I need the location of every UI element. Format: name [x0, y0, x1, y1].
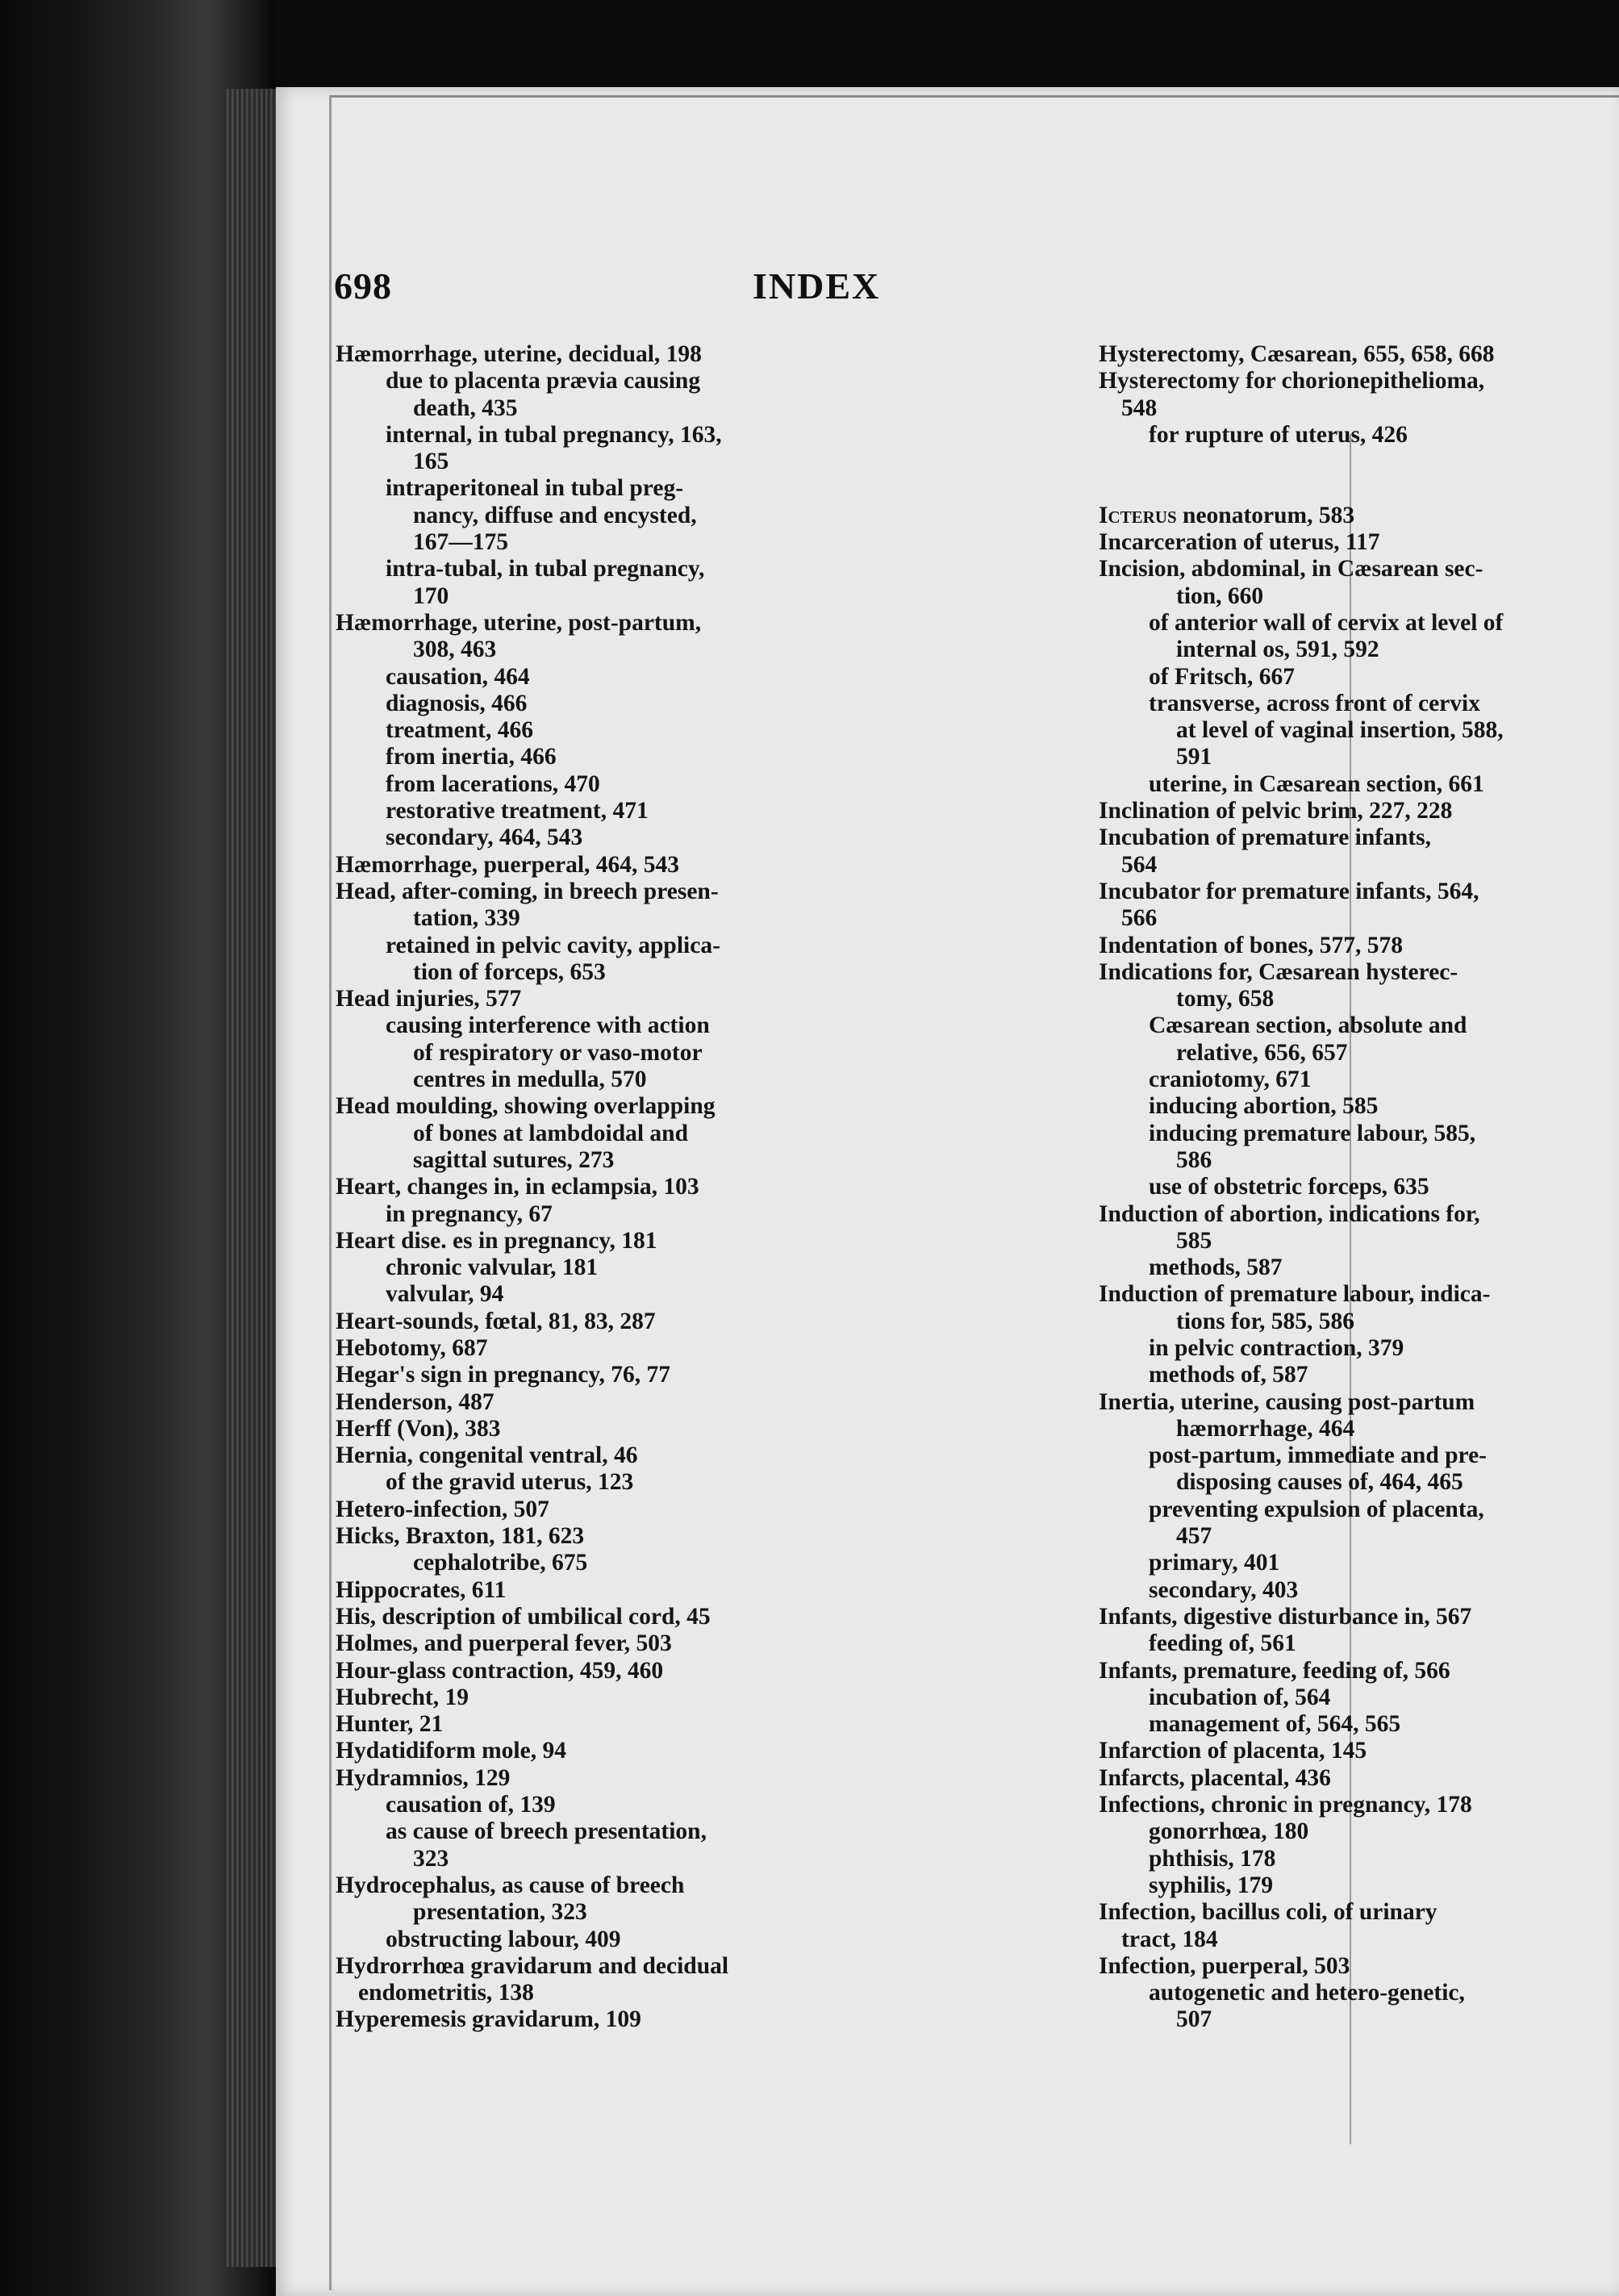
index-entry: primary, 401	[1149, 1550, 1280, 1576]
index-entry: syphilis, 179	[1149, 1872, 1274, 1898]
index-entry: intra-tubal, in tubal pregnancy,	[386, 556, 705, 582]
index-entry: of Fritsch, 667	[1149, 663, 1296, 690]
index-entry: causation, 464	[386, 663, 530, 690]
index-entry: tion of forceps, 653	[413, 958, 606, 985]
index-entry: of anterior wall of cervix at level of	[1149, 609, 1504, 636]
index-column-right	[1099, 341, 1583, 2034]
index-entry: in pelvic contraction, 379	[1149, 1334, 1404, 1361]
index-entry: transverse, across front of cervix	[1149, 690, 1480, 716]
index-entry: Incubator for premature infants, 564,	[1099, 878, 1479, 904]
index-entry: Hydrorrhœa gravidarum and decidual	[336, 1952, 729, 1979]
index-entry: preventing expulsion of placenta,	[1149, 1496, 1484, 1522]
index-entry: 170	[413, 582, 449, 609]
index-entry: Incarceration of uterus, 117	[1099, 529, 1380, 556]
index-entry: restorative treatment, 471	[386, 798, 649, 824]
index-entry: nancy, diffuse and encysted,	[413, 502, 697, 528]
index-entry: internal os, 591, 592	[1176, 637, 1379, 663]
index-entry: Hæmorrhage, puerperal, 464, 543	[336, 851, 680, 878]
index-entry: diagnosis, 466	[386, 690, 528, 716]
index-entry: Heart dise. es in pregnancy, 181	[336, 1227, 657, 1254]
index-entry: due to placenta prævia causing	[386, 368, 701, 394]
index-entry: Incubation of premature infants,	[1099, 824, 1431, 851]
index-entry: Henderson, 487	[336, 1388, 494, 1415]
index-entry: inducing premature labour, 585,	[1149, 1120, 1476, 1146]
index-entry: incubation of, 564	[1149, 1684, 1331, 1710]
index-entry: obstructing labour, 409	[386, 1926, 621, 1952]
index-entry: 167—175	[413, 529, 508, 556]
index-entry: Head, after-coming, in breech presen-	[336, 878, 719, 904]
index-entry: Cæsarean section, absolute and	[1149, 1012, 1467, 1039]
index-entry: as cause of breech presentation,	[386, 1818, 707, 1845]
index-entry: Hour-glass contraction, 459, 460	[336, 1657, 664, 1684]
index-entry: Infants, digestive disturbance in, 567	[1099, 1603, 1472, 1630]
index-entry: internal, in tubal pregnancy, 163,	[386, 421, 722, 448]
index-entry: intraperitoneal in tubal preg-	[386, 475, 684, 502]
index-entry: tion, 660	[1176, 582, 1264, 609]
index-entry: Herff (Von), 383	[336, 1415, 501, 1442]
index-entry: autogenetic and hetero-genetic,	[1149, 1980, 1465, 2006]
index-entry: cephalotribe, 675	[413, 1550, 588, 1576]
index-entry: disposing causes of, 464, 465	[1176, 1469, 1463, 1496]
index-entry: use of obstetric forceps, 635	[1149, 1174, 1429, 1200]
index-entry: Hernia, congenital ventral, 46	[336, 1442, 638, 1469]
index-entry: sagittal sutures, 273	[413, 1146, 615, 1173]
index-entry: uterine, in Cæsarean section, 661	[1149, 770, 1484, 797]
page-edges	[226, 89, 276, 2267]
index-entry: His, description of umbilical cord, 45	[336, 1603, 711, 1630]
index-entry: Hydramnios, 129	[336, 1764, 511, 1791]
index-entry: Hæmorrhage, uterine, post-partum,	[336, 609, 702, 636]
index-entry: inducing abortion, 585	[1149, 1093, 1379, 1120]
index-entry: Inertia, uterine, causing post-partum	[1099, 1388, 1475, 1415]
index-entry: Infection, bacillus coli, of urinary	[1099, 1899, 1437, 1926]
book-page	[276, 87, 1619, 2296]
index-entry: Hydatidiform mole, 94	[336, 1738, 566, 1764]
index-entry: Hæmorrhage, uterine, decidual, 198	[336, 341, 702, 367]
index-entry: 566	[1121, 905, 1158, 932]
index-entry: from inertia, 466	[386, 744, 557, 770]
index-entry: Head injuries, 577	[336, 986, 522, 1012]
index-entry: death, 435	[413, 394, 518, 421]
index-entry: 323	[413, 1845, 449, 1872]
index-entry: 585	[1176, 1227, 1212, 1254]
index-entry: Hubrecht, 19	[336, 1684, 469, 1710]
index-entry: Infections, chronic in pregnancy, 178	[1099, 1792, 1472, 1818]
index-entry: management of, 564, 565	[1149, 1711, 1401, 1738]
index-entry: of respiratory or vaso-motor	[413, 1039, 703, 1066]
running-header	[334, 265, 1383, 313]
index-entry: Infarction of placenta, 145	[1099, 1738, 1367, 1764]
index-entry: presentation, 323	[413, 1899, 587, 1926]
index-entry: from lacerations, 470	[386, 770, 600, 797]
index-entry: causation of, 139	[386, 1792, 556, 1818]
index-entry: Indentation of bones, 577, 578	[1099, 932, 1404, 958]
index-entry: Induction of abortion, indications for,	[1099, 1200, 1480, 1227]
index-entry: of bones at lambdoidal and	[413, 1120, 688, 1146]
blank-line	[1099, 449, 1583, 475]
index-entry: methods, 587	[1149, 1254, 1283, 1281]
index-entry: post-partum, immediate and pre-	[1149, 1442, 1487, 1469]
index-entry: Hunter, 21	[336, 1711, 444, 1738]
index-entry: Icterus neonatorum, 583	[1099, 502, 1355, 528]
index-entry: feeding of, 561	[1149, 1630, 1296, 1657]
index-entry: causing interference with action	[386, 1012, 710, 1039]
index-entry: Induction of premature labour, indica-	[1099, 1281, 1491, 1308]
index-entry: secondary, 403	[1149, 1576, 1299, 1603]
index-entry: tions for, 585, 586	[1176, 1308, 1354, 1334]
index-entry: Holmes, and puerperal fever, 503	[336, 1630, 672, 1657]
index-entry: Hicks, Braxton, 181, 623	[336, 1523, 585, 1550]
index-entry: Inclination of pelvic brim, 227, 228	[1099, 798, 1453, 824]
index-entry: Hippocrates, 611	[336, 1576, 507, 1603]
index-entry: Hysterectomy for chorionepithelioma,	[1099, 368, 1485, 394]
page-number: 698	[334, 265, 392, 307]
index-entry: endometritis, 138	[358, 1980, 534, 2006]
index-entry: 586	[1176, 1146, 1212, 1173]
index-entry: 564	[1121, 851, 1158, 878]
index-entry: Heart-sounds, fœtal, 81, 83, 287	[336, 1308, 656, 1334]
index-entry: in pregnancy, 67	[386, 1200, 553, 1227]
index-entry: hæmorrhage, 464	[1176, 1415, 1355, 1442]
index-entry: valvular, 94	[386, 1281, 504, 1308]
index-entry: craniotomy, 671	[1149, 1067, 1312, 1093]
index-entry: gonorrhœa, 180	[1149, 1818, 1309, 1845]
index-entry: Infection, puerperal, 503	[1099, 1952, 1350, 1979]
index-entry: chronic valvular, 181	[386, 1254, 599, 1281]
index-entry: 308, 463	[413, 637, 497, 663]
index-entry: Infarcts, placental, 436	[1099, 1764, 1331, 1791]
index-entry: tomy, 658	[1176, 986, 1275, 1012]
index-entry: Hegar's sign in pregnancy, 76, 77	[336, 1362, 670, 1388]
index-entry: Incision, abdominal, in Cæsarean sec-	[1099, 556, 1483, 582]
index-column-left	[336, 341, 795, 2034]
index-entry: phthisis, 178	[1149, 1845, 1276, 1872]
index-entry: Hyperemesis gravidarum, 109	[336, 2006, 641, 2033]
index-entry: treatment, 466	[386, 717, 533, 744]
index-entry: retained in pelvic cavity, applica-	[386, 932, 720, 958]
index-entry: for rupture of uterus, 426	[1149, 421, 1408, 448]
index-entry: 457	[1176, 1523, 1212, 1550]
index-entry: Head moulding, showing overlapping	[336, 1093, 716, 1120]
index-entry: tation, 339	[413, 905, 520, 932]
index-entry: 165	[413, 449, 449, 475]
index-entry: Infants, premature, feeding of, 566	[1099, 1657, 1450, 1684]
index-entry: Hysterectomy, Cæsarean, 655, 658, 668	[1099, 341, 1495, 367]
index-entry: 591	[1176, 744, 1212, 770]
running-title: INDEX	[753, 265, 881, 307]
index-entry: centres in medulla, 570	[413, 1067, 647, 1093]
blank-line	[1099, 475, 1583, 502]
index-entry: secondary, 464, 543	[386, 824, 583, 851]
index-entry: Hydrocephalus, as cause of breech	[336, 1872, 685, 1898]
index-entry: relative, 656, 657	[1176, 1039, 1348, 1066]
index-entry: methods of, 587	[1149, 1362, 1308, 1388]
index-entry: Indications for, Cæsarean hysterec-	[1099, 958, 1458, 985]
index-entry: 507	[1176, 2006, 1212, 2033]
index-entry: at level of vaginal insertion, 588,	[1176, 717, 1504, 744]
index-entry: 548	[1121, 394, 1158, 421]
index-entry: tract, 184	[1121, 1926, 1218, 1952]
index-entry: Hebotomy, 687	[336, 1334, 488, 1361]
index-entry: of the gravid uterus, 123	[386, 1469, 634, 1496]
index-entry: Hetero-infection, 507	[336, 1496, 549, 1522]
index-entry: Heart, changes in, in eclampsia, 103	[336, 1174, 699, 1200]
